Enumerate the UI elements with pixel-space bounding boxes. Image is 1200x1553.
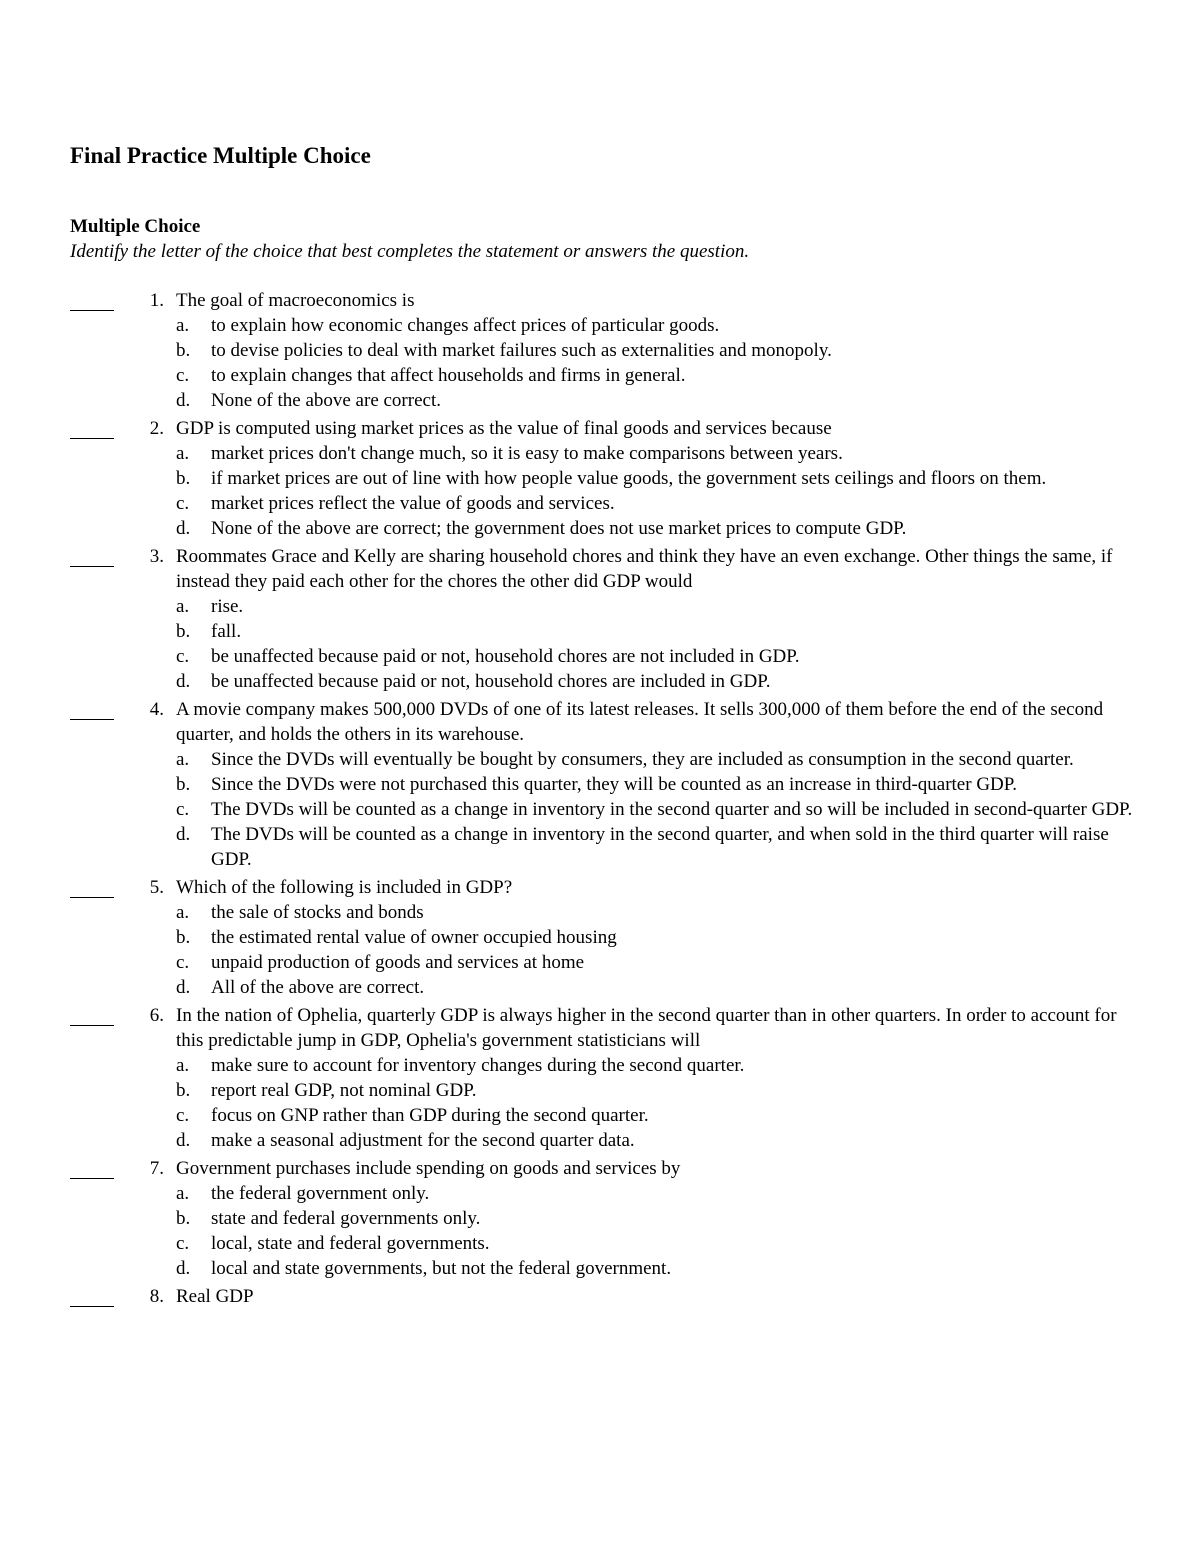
choice-text: to devise policies to deal with market failures such as externalities and monopoly. [211,340,832,361]
answer-blank [70,416,114,439]
choice-letter: c. [176,1105,190,1126]
question-item [70,875,1140,1000]
choice-text: the federal government only. [211,1183,430,1204]
choice-letter: d. [176,1130,191,1151]
choice-text: focus on GNP rather than GDP during the second quarter. [211,1105,649,1126]
answer-choice [176,1256,1140,1281]
question-item [70,544,1140,694]
answer-choice [176,594,1140,619]
choice-letter: a. [176,749,190,770]
choice-letter: c. [176,1233,190,1254]
answer-choice [176,491,1140,516]
question-number: 7. [149,1158,164,1179]
answer-choice [176,1206,1140,1231]
question-number: 4. [149,699,164,720]
answer-choice [176,1231,1140,1256]
choice-letter: b. [176,468,191,489]
question-number: 3. [149,546,164,567]
answer-blank [70,1156,114,1179]
answer-blank [70,1284,114,1307]
answer-choice [176,388,1140,413]
choice-text: state and federal governments only. [211,1208,481,1229]
answer-blank [70,544,114,567]
page-title: Final Practice Multiple Choice [70,143,371,168]
question-item [70,1156,1140,1281]
choice-text: fall. [211,621,242,642]
choice-letter: b. [176,774,191,795]
choice-text: market prices don't change much, so it is easy to make comparisons between years. [211,443,843,464]
question-text: Government purchases include spending on goods and services by [176,1158,681,1179]
question-item [70,1284,1140,1309]
question-text: The goal of macroeconomics is [176,290,415,311]
question-text: Which of the following is included in GDP? [176,877,513,898]
answer-choice [176,900,1140,925]
choice-text: the sale of stocks and bonds [211,902,424,923]
choice-letter: a. [176,902,190,923]
choice-letter: d. [176,671,191,692]
choice-text: if market prices are out of line with how people value goods, the government sets ceilings and floors on them. [211,468,1047,489]
choice-text: be unaffected because paid or not, household chores are not included in GDP. [211,646,800,667]
answer-choice [176,644,1140,669]
choice-text: to explain changes that affect households and firms in general. [211,365,686,386]
answer-choice [176,925,1140,950]
choice-text: The DVDs will be counted as a change in inventory in the second quarter, and when sold in the third quarter will raise GDP. [211,824,1109,870]
choice-letter: d. [176,390,191,411]
choice-text: The DVDs will be counted as a change in inventory in the second quarter and so will be included in second-quarter GDP. [211,799,1133,820]
choice-text: make a seasonal adjustment for the second quarter data. [211,1130,635,1151]
answer-choice [176,747,1140,772]
choice-letter: b. [176,927,191,948]
choice-letter: c. [176,493,190,514]
choice-text: report real GDP, not nominal GDP. [211,1080,477,1101]
answer-blank [70,875,114,898]
choice-text: be unaffected because paid or not, household chores are included in GDP. [211,671,771,692]
choice-letter: a. [176,596,190,617]
question-item [70,1003,1140,1153]
answer-choice [176,466,1140,491]
answer-choice [176,822,1140,872]
answer-choice [176,1181,1140,1206]
choice-letter: c. [176,952,190,973]
answer-choice [176,669,1140,694]
choice-letter: c. [176,365,190,386]
choice-text: make sure to account for inventory changes during the second quarter. [211,1055,745,1076]
answer-choice [176,313,1140,338]
choice-letter: b. [176,1208,191,1229]
choice-letter: b. [176,340,191,361]
question-text: In the nation of Ophelia, quarterly GDP is always higher in the second quarter than in other quarters. In order to account for this predictable jump in GDP, Ophelia's government statisticians will [176,1005,1117,1051]
choice-letter: a. [176,443,190,464]
choice-letter: c. [176,799,190,820]
choice-text: local, state and federal governments. [211,1233,490,1254]
answer-choice [176,1078,1140,1103]
choice-letter: b. [176,621,191,642]
question-item [70,697,1140,872]
choice-letter: a. [176,315,190,336]
question-list [70,288,1140,1309]
choice-text: None of the above are correct. [211,390,441,411]
answer-choice [176,797,1140,822]
answer-choice [176,772,1140,797]
choice-text: unpaid production of goods and services at home [211,952,585,973]
question-text: Real GDP [176,1286,254,1307]
question-number: 1. [149,290,164,311]
question-text: Roommates Grace and Kelly are sharing household chores and think they have an even exchange. Other things the same, if instead they paid each other for the chores the other did GDP would [176,546,1113,592]
question-item [70,416,1140,541]
question-number: 2. [149,418,164,439]
choice-letter: d. [176,977,191,998]
choice-letter: d. [176,518,191,539]
choice-letter: a. [176,1183,190,1204]
choice-letter: d. [176,1258,191,1279]
instructions: Identify the letter of the choice that best completes the statement or answers the question. [70,241,750,262]
answer-choice [176,516,1140,541]
question-number: 6. [149,1005,164,1026]
choice-text: to explain how economic changes affect prices of particular goods. [211,315,720,336]
answer-choice [176,1103,1140,1128]
choice-letter: b. [176,1080,191,1101]
answer-blank [70,288,114,311]
question-number: 5. [149,877,164,898]
answer-choice [176,338,1140,363]
answer-choice [176,975,1140,1000]
answer-choice [176,619,1140,644]
answer-choice [176,363,1140,388]
choice-text: local and state governments, but not the federal government. [211,1258,672,1279]
answer-choice [176,1128,1140,1153]
document-page [70,140,1140,1312]
choice-text: market prices reflect the value of goods and services. [211,493,615,514]
question-text: GDP is computed using market prices as the value of final goods and services because [176,418,832,439]
answer-blank [70,1003,114,1026]
answer-choice [176,441,1140,466]
answer-blank [70,697,114,720]
answer-choice [176,950,1140,975]
question-number: 8. [149,1286,164,1307]
choice-text: All of the above are correct. [211,977,425,998]
choice-letter: a. [176,1055,190,1076]
choice-text: None of the above are correct; the government does not use market prices to compute GDP. [211,518,907,539]
choice-letter: d. [176,824,191,845]
choice-letter: c. [176,646,190,667]
choice-text: rise. [211,596,244,617]
choice-text: Since the DVDs were not purchased this quarter, they will be counted as an increase in third-quarter GDP. [211,774,1017,795]
section-title: Multiple Choice [70,216,201,237]
choice-text: the estimated rental value of owner occupied housing [211,927,617,948]
choice-text: Since the DVDs will eventually be bought by consumers, they are included as consumption in the second quarter. [211,749,1074,770]
question-text: A movie company makes 500,000 DVDs of one of its latest releases. It sells 300,000 of them before the end of the second quarter, and holds the others in its warehouse. [176,699,1104,745]
answer-choice [176,1053,1140,1078]
question-item [70,288,1140,413]
